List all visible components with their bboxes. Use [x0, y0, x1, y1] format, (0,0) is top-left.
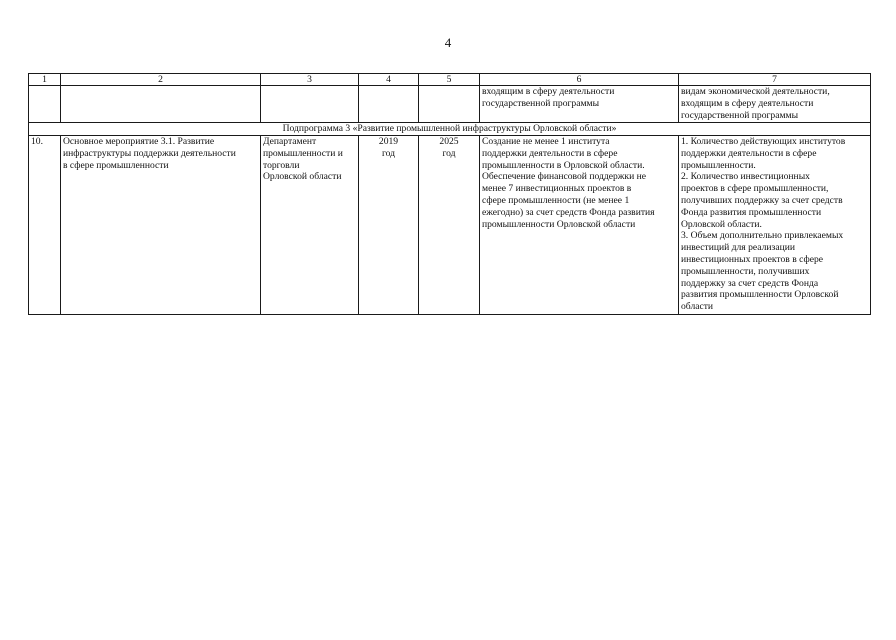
text-line: менее 7 инвестиционных проектов в [482, 183, 632, 195]
text-line: поддержки деятельности в сфере [482, 147, 618, 159]
executor-cell [261, 136, 359, 315]
text-line: ежегодно) за счет средств Фонда развития [482, 206, 655, 218]
text-line: Создание не менее 1 института [482, 136, 610, 147]
continuation-cell-6 [480, 86, 679, 123]
text-line: год [381, 147, 396, 159]
text-line: Департамент [263, 136, 317, 147]
text-line: 2. Количество инвестиционных [681, 171, 810, 183]
text-line: 1. Количество действующих институтов [681, 136, 846, 147]
header-cell-6: 6 [480, 74, 679, 86]
continuation-cell-3 [261, 86, 359, 123]
text-line: в сфере промышленности [63, 159, 169, 171]
text-line: инвестиционных проектов в сфере [681, 253, 824, 265]
text-line: промышленности и [263, 147, 343, 159]
page-number: 4 [444, 35, 452, 50]
start-year-cell [359, 136, 419, 315]
continuation-cell-5 [419, 86, 480, 123]
end-year-cell [419, 136, 480, 315]
continuation-cell-4 [359, 86, 419, 123]
text-line: промышленности в Орловской области. [482, 159, 645, 171]
header-cell-1: 1 [29, 74, 61, 86]
header-cell-3: 3 [261, 74, 359, 86]
text-line: инфраструктуры поддержки деятельности [63, 147, 236, 159]
text-line: развития промышленности Орловской [681, 289, 839, 301]
header-cell-7: 7 [679, 74, 871, 86]
text-line: 2025 [439, 136, 459, 147]
row-number: 10. [29, 136, 61, 315]
header-row [29, 74, 871, 86]
text-line: входящим в сферу деятельности [681, 97, 814, 109]
text-line: Обеспечение финансовой поддержки не [482, 171, 647, 183]
text-line: проектов в сфере промышленности, [681, 183, 829, 195]
text-line: поддержку за счет средств Фонда [681, 277, 819, 289]
text-line: торговли [263, 159, 300, 171]
text-line: промышленности, получивших [681, 265, 810, 277]
text-line: год [442, 147, 456, 159]
continuation-cell-2 [61, 86, 261, 123]
header-cell-5: 5 [419, 74, 480, 86]
subprogram-row [29, 123, 871, 136]
text-line: государственной программы [482, 97, 600, 109]
text-line: Основное мероприятие 3.1. Развитие [63, 136, 215, 147]
subprogram-title: Подпрограмма 3 «Развитие промышленной инфраструктуры Орловской области» [29, 123, 871, 136]
continuation-cell-7 [679, 86, 871, 123]
text-line: видам экономической деятельности, [681, 86, 830, 97]
text-line: Орловской области [263, 171, 342, 183]
text-line: Фонда развития промышленности [681, 206, 822, 218]
text-line: получивших поддержку за счет средств [681, 194, 843, 206]
text-line: государственной программы [681, 109, 799, 121]
continuation-row [29, 86, 871, 123]
result-cell [480, 136, 679, 315]
text-line: промышленности Орловской области [482, 218, 636, 230]
text-line: поддержки деятельности в сфере [681, 147, 817, 159]
text-line: 2019 [378, 136, 399, 147]
measure-cell [61, 136, 261, 315]
header-cell-2: 2 [61, 74, 261, 86]
continuation-cell-1 [29, 86, 61, 123]
table-row [29, 136, 871, 315]
text-line: инвестиций для реализации [681, 242, 795, 254]
text-line: промышленности. [681, 159, 756, 171]
text-line: области [681, 301, 714, 313]
indicators-cell [679, 136, 871, 315]
text-line: Орловской области. [681, 218, 762, 230]
text-line: входящим в сферу деятельности [482, 86, 615, 97]
text-line: сфере промышленности (не менее 1 [482, 194, 630, 206]
program-table [28, 73, 871, 315]
header-cell-4: 4 [359, 74, 419, 86]
text-line: 3. Объем дополнительно привлекаемых [681, 230, 844, 242]
